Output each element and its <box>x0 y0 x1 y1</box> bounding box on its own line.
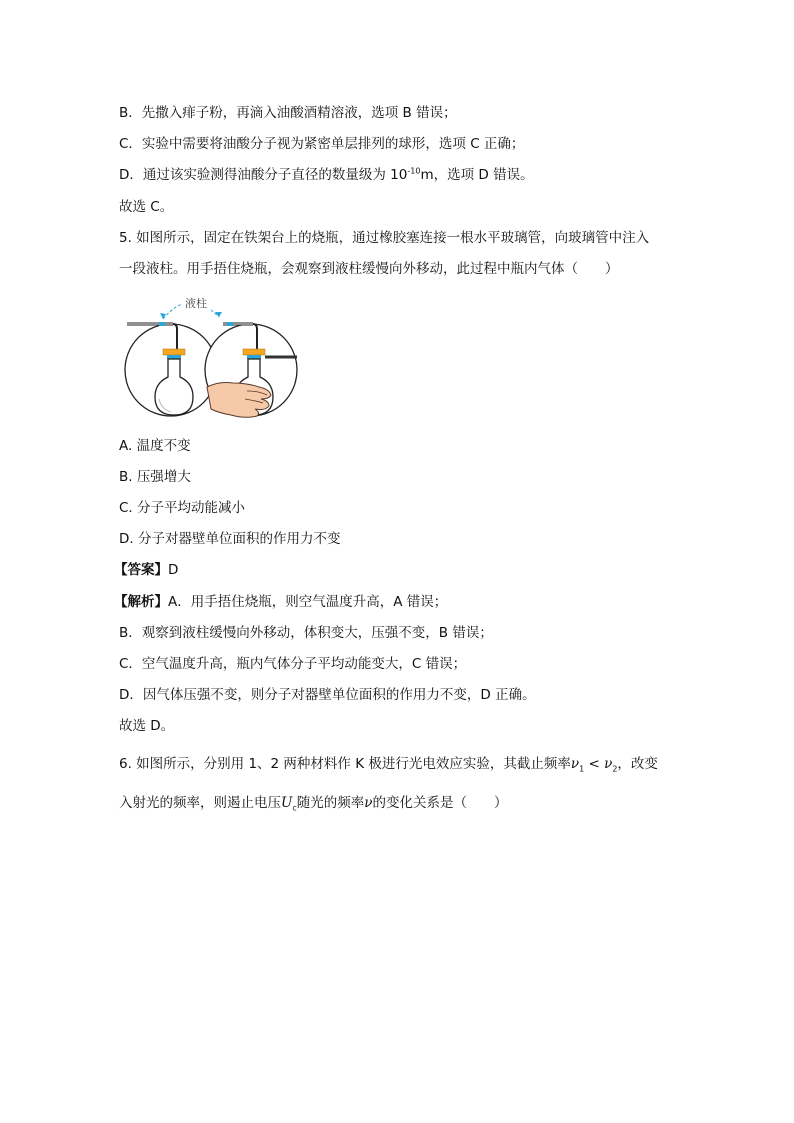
prev-option-d-text: D．通过该实验测得油酸分子直径的数量级为 10 <box>119 167 408 183</box>
less-than: < <box>584 756 605 772</box>
q6-line2-b: 随光的频率 <box>296 795 365 811</box>
q6-text-1: 6. 如图所示，分别用 1、2 两种材料作 K 极进行光电效应实验，其截止频率 <box>119 756 571 772</box>
choice-line: 故选 D。 <box>119 718 175 734</box>
option-b: B. 压强增大 <box>119 469 191 485</box>
u-sub-c: c <box>292 803 297 813</box>
answer-tag: 【答案】 <box>114 562 168 578</box>
prev-option-c: C．实验中需要将油酸分子视为紧密单层排列的球形，选项 C 正确； <box>119 136 525 152</box>
question-5-line-2: 一段液柱。用手捂住烧瓶，会观察到液柱缓慢向外移动，此过程中瓶内气体（ ） <box>119 261 619 277</box>
analysis-line-c: C．空气温度升高，瓶内气体分子平均动能变大，C 错误； <box>119 656 467 672</box>
analysis-tag: 【解析】 <box>114 594 168 610</box>
flask-illustration <box>119 291 303 421</box>
flask-figure <box>119 291 303 421</box>
nu-symbol-3: ν <box>364 795 373 811</box>
prev-choice: 故选 C。 <box>119 199 174 215</box>
q6-line2-c: 的变化关系是（ ） <box>372 795 508 811</box>
question-5-line-1: 5. 如图所示，固定在铁架台上的烧瓶，通过橡胶塞连接一根水平玻璃管，向玻璃管中注入 <box>119 230 650 246</box>
analysis-a-text: A．用手捂住烧瓶，则空气温度升高，A 错误； <box>168 594 448 610</box>
exponent: -10 <box>407 166 421 176</box>
left-liquid-column <box>159 322 165 326</box>
question-6-line-1 <box>119 755 658 773</box>
q6-line2-a: 入射光的频率，则遏止电压 <box>119 795 281 811</box>
question-6-line-2 <box>119 794 508 812</box>
arrow-head-left <box>160 313 166 319</box>
option-d: D. 分子对器壁单位面积的作用力不变 <box>119 531 341 547</box>
nu-sub-1: 1 <box>579 764 585 774</box>
q6-text-2: ，改变 <box>617 756 658 772</box>
answer-line <box>114 561 178 579</box>
prev-option-d <box>119 166 534 184</box>
u-symbol: U <box>281 795 293 811</box>
answer-value: D <box>168 562 179 578</box>
analysis-line-d: D．因气体压强不变，则分子对器壁单位面积的作用力不变，D 正确。 <box>119 687 536 703</box>
nu-symbol-2: ν <box>604 756 613 772</box>
analysis-line-b: B．观察到液柱缓慢向外移动，体积变大，压强不变，B 错误； <box>119 625 493 641</box>
right-stopper <box>243 349 265 355</box>
option-c: C. 分子平均动能减小 <box>119 500 246 516</box>
right-liquid-column <box>227 322 233 326</box>
left-stopper <box>163 349 185 355</box>
prev-option-d-text-end: m，选项 D 错误。 <box>420 167 534 183</box>
analysis-line-a <box>114 593 447 611</box>
option-a: A. 温度不变 <box>119 438 191 454</box>
liquid-column-label: 液柱 <box>185 297 207 310</box>
prev-option-b: B．先撒入痱子粉，再滴入油酸酒精溶液，选项 B 错误； <box>119 105 457 121</box>
nu-sub-2: 2 <box>612 764 618 774</box>
nu-symbol: ν <box>570 756 580 772</box>
